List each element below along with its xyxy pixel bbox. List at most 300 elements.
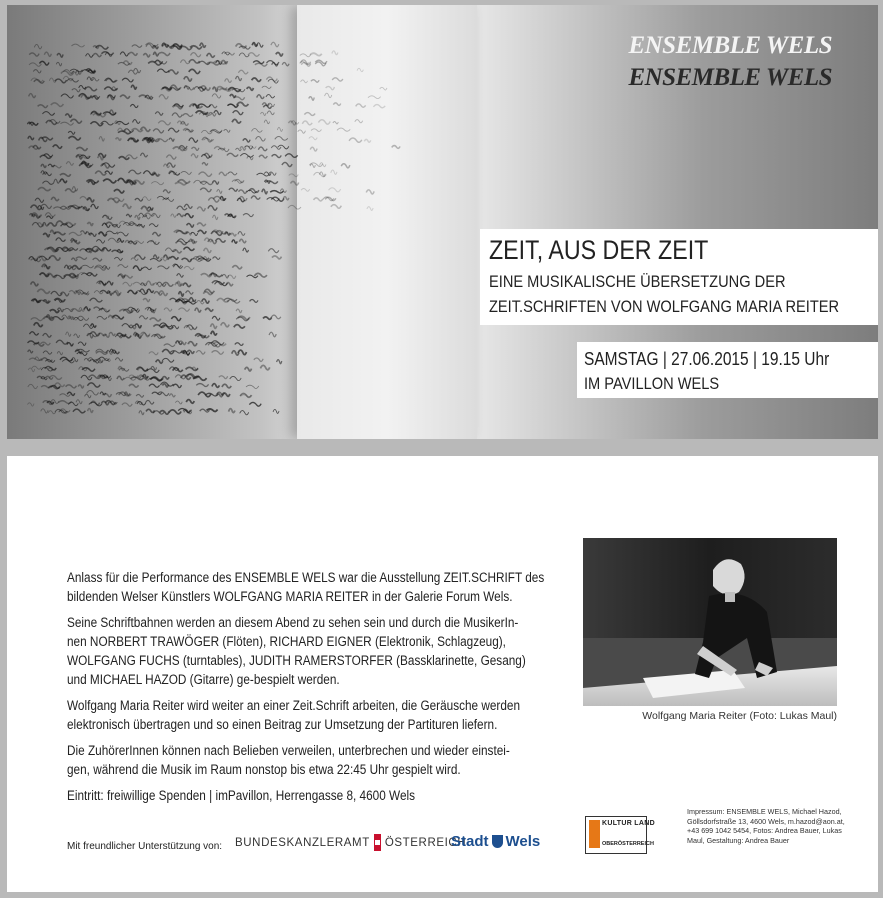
handwriting-stroke bbox=[79, 163, 91, 167]
handwriting-stroke bbox=[195, 308, 201, 312]
handwriting-stroke bbox=[309, 97, 314, 101]
handwriting-stroke bbox=[118, 265, 128, 268]
handwriting-stroke bbox=[68, 136, 80, 140]
handwriting-stroke bbox=[142, 197, 151, 201]
handwriting-stroke bbox=[133, 120, 140, 124]
handwriting-stroke bbox=[310, 53, 322, 55]
handwriting-stroke bbox=[146, 409, 154, 412]
support-label: Mit freundlicher Unterstützung von: bbox=[67, 841, 223, 852]
handwriting-stroke bbox=[27, 403, 34, 406]
handwriting-stroke bbox=[282, 162, 292, 166]
handwriting-stroke bbox=[332, 51, 338, 55]
handwriting-stroke bbox=[224, 298, 237, 301]
handwriting-stroke bbox=[28, 368, 35, 372]
handwriting-stroke bbox=[60, 174, 71, 177]
handwriting-stroke bbox=[311, 80, 319, 83]
handwriting-stroke bbox=[153, 283, 161, 287]
handwriting-stroke bbox=[226, 283, 233, 286]
handwriting-stroke bbox=[184, 247, 195, 250]
handwriting-stroke bbox=[236, 44, 247, 48]
handwriting-stroke bbox=[68, 131, 75, 134]
handwriting-stroke bbox=[196, 351, 205, 355]
handwriting-stroke bbox=[214, 111, 221, 115]
handwriting-stroke bbox=[364, 139, 370, 142]
handwriting-stroke bbox=[225, 79, 232, 83]
handwriting-stroke bbox=[211, 331, 217, 335]
handwriting-stroke bbox=[99, 281, 106, 285]
date-box bbox=[577, 342, 878, 398]
handwriting-stroke bbox=[103, 334, 109, 337]
handwriting-stroke bbox=[168, 70, 178, 74]
handwriting-stroke bbox=[247, 87, 254, 90]
handwriting-stroke bbox=[236, 76, 242, 80]
handwriting-stroke bbox=[29, 332, 38, 335]
handwriting-stroke bbox=[261, 112, 266, 115]
handwriting-stroke bbox=[243, 139, 250, 142]
handwriting-stroke bbox=[54, 179, 60, 183]
stadt-wels-logo bbox=[451, 833, 540, 850]
handwriting-stroke bbox=[187, 223, 194, 227]
handwriting-stroke bbox=[48, 223, 57, 226]
handwriting-stroke bbox=[301, 188, 310, 191]
handwriting-stroke bbox=[257, 95, 264, 99]
handwriting-stroke bbox=[158, 52, 170, 55]
handwriting-stroke bbox=[184, 266, 194, 269]
handwriting-stroke bbox=[213, 215, 218, 220]
handwriting-stroke bbox=[42, 112, 54, 116]
handwriting-stroke bbox=[259, 155, 267, 158]
handwriting-stroke bbox=[392, 146, 400, 149]
handwriting-stroke bbox=[69, 232, 82, 235]
handwriting-stroke bbox=[254, 273, 267, 277]
handwriting-stroke bbox=[109, 332, 115, 335]
handwriting-stroke bbox=[326, 86, 335, 89]
handwriting-stroke bbox=[357, 68, 363, 71]
handwriting-stroke bbox=[155, 112, 163, 115]
handwriting-stroke bbox=[99, 137, 104, 141]
handwriting-stroke bbox=[301, 80, 308, 83]
handwriting-stroke bbox=[44, 52, 51, 56]
handwriting-stroke bbox=[149, 384, 159, 387]
handwriting-stroke bbox=[60, 179, 67, 183]
handwriting-stroke bbox=[184, 77, 192, 81]
handwriting-stroke bbox=[96, 240, 104, 244]
handwriting-stroke bbox=[302, 121, 312, 125]
handwriting-stroke bbox=[271, 315, 281, 319]
handwriting-stroke bbox=[126, 155, 138, 159]
handwriting-stroke bbox=[238, 190, 246, 193]
handwriting-stroke bbox=[126, 214, 131, 217]
handwriting-stroke bbox=[217, 190, 222, 194]
handwriting-stroke bbox=[228, 172, 237, 175]
handwriting-stroke bbox=[56, 238, 66, 242]
handwriting-stroke bbox=[28, 136, 34, 139]
handwriting-stroke bbox=[172, 250, 181, 253]
handwriting-stroke bbox=[79, 85, 86, 88]
handwriting-stroke bbox=[229, 409, 235, 413]
handwriting-stroke bbox=[73, 409, 85, 413]
admission-line: Eintritt: freiwillige Spenden | imPavillon, Herrengasse 8, 4600 Wels bbox=[67, 788, 416, 803]
handwriting-stroke bbox=[277, 360, 282, 364]
handwriting-stroke bbox=[107, 281, 113, 285]
handwriting-stroke bbox=[55, 79, 67, 83]
handwriting-stroke bbox=[260, 365, 269, 369]
handwriting-stroke bbox=[153, 255, 158, 258]
handwriting-stroke bbox=[120, 52, 128, 56]
handwriting-stroke bbox=[61, 94, 74, 98]
handwriting-stroke bbox=[221, 323, 229, 327]
handwriting-stroke bbox=[249, 402, 261, 406]
handwriting-stroke bbox=[238, 70, 248, 74]
back-card bbox=[7, 456, 878, 892]
handwriting-stroke bbox=[185, 214, 194, 218]
handwriting-stroke bbox=[272, 256, 282, 259]
handwriting-stroke bbox=[131, 258, 138, 261]
handwriting-stroke bbox=[29, 53, 39, 56]
handwriting-stroke bbox=[71, 44, 84, 47]
event-venue: IM PAVILLON WELS bbox=[584, 374, 720, 393]
handwriting-stroke bbox=[263, 317, 272, 319]
handwriting-stroke bbox=[331, 170, 337, 174]
handwriting-stroke bbox=[169, 394, 175, 397]
handwriting-stroke bbox=[199, 172, 212, 176]
handwriting-stroke bbox=[122, 403, 132, 406]
handwriting-stroke bbox=[207, 53, 215, 57]
handwriting-stroke bbox=[130, 104, 138, 107]
handwriting-stroke bbox=[41, 358, 52, 362]
handwriting-stroke bbox=[288, 205, 301, 209]
handwriting-stroke bbox=[65, 114, 71, 117]
handwriting-stroke bbox=[152, 232, 160, 235]
handwriting-stroke bbox=[271, 42, 279, 47]
handwriting-stroke bbox=[212, 316, 220, 320]
handwriting-stroke bbox=[234, 325, 245, 328]
handwriting-stroke bbox=[41, 204, 52, 208]
handwriting-stroke bbox=[74, 334, 80, 338]
handwriting-stroke bbox=[173, 384, 181, 387]
handwriting-stroke bbox=[183, 114, 193, 117]
body-line: und MICHAEL HAZOD (Gitarre) ge-bespielt werden. bbox=[67, 672, 340, 687]
handwriting-stroke bbox=[227, 153, 238, 156]
handwriting-stroke bbox=[136, 394, 144, 397]
impressum-line: Impressum: ENSEMBLE WELS, Michael Hazod, bbox=[687, 807, 842, 816]
handwriting-stroke bbox=[311, 129, 321, 132]
handwriting-stroke bbox=[66, 332, 71, 336]
handwriting-stroke bbox=[129, 170, 142, 174]
handwriting-stroke bbox=[28, 384, 38, 388]
title-box bbox=[480, 229, 878, 325]
kulturland-bottom-text: OBERÖSTERREICH bbox=[602, 841, 654, 847]
handwriting-stroke bbox=[90, 298, 103, 302]
handwriting-stroke bbox=[189, 60, 200, 63]
handwriting-stroke bbox=[298, 130, 306, 133]
bka-text-right: ÖSTERREICH bbox=[384, 836, 467, 849]
handwriting-stroke bbox=[356, 104, 366, 107]
handwriting-stroke bbox=[29, 94, 36, 98]
handwriting-stroke bbox=[153, 52, 158, 56]
handwriting-stroke bbox=[65, 189, 76, 192]
handwriting-stroke bbox=[238, 232, 245, 236]
handwriting-stroke bbox=[86, 54, 93, 58]
handwriting-stroke bbox=[38, 105, 48, 108]
kulturland-top-text: KULTUR LAND bbox=[602, 820, 655, 827]
handwriting-stroke bbox=[45, 213, 55, 217]
handwriting-stroke bbox=[91, 204, 99, 208]
handwriting-stroke bbox=[245, 367, 252, 371]
handwriting-stroke bbox=[129, 52, 138, 55]
handwriting-stroke bbox=[93, 53, 102, 56]
handwriting-stroke bbox=[142, 333, 149, 337]
handwriting-stroke bbox=[92, 96, 99, 99]
stadt-text: Stadt bbox=[451, 833, 489, 850]
handwriting-stroke bbox=[135, 215, 140, 219]
handwriting-stroke bbox=[163, 255, 169, 259]
handwriting-stroke bbox=[229, 188, 238, 191]
handwriting-stroke bbox=[159, 95, 168, 99]
wels-crest-icon bbox=[492, 835, 503, 848]
handwriting-stroke bbox=[103, 179, 116, 183]
handwriting-stroke bbox=[290, 181, 298, 185]
handwriting-stroke bbox=[277, 127, 282, 131]
handwriting-stroke bbox=[224, 129, 230, 132]
handwriting-stroke bbox=[50, 230, 55, 233]
handwriting-stroke bbox=[123, 204, 131, 208]
handwriting-stroke bbox=[313, 198, 322, 201]
body-line: Anlass für die Performance des ENSEMBLE WELS war die Ausstellung ZEIT.SCHRIFT des bbox=[67, 570, 545, 585]
handwriting-stroke bbox=[57, 54, 63, 58]
handwriting-stroke bbox=[143, 298, 150, 301]
handwriting-stroke bbox=[183, 283, 191, 287]
handwriting-stroke bbox=[38, 188, 51, 191]
handwriting-stroke bbox=[205, 308, 213, 311]
handwriting-stroke bbox=[177, 206, 187, 210]
handwriting-stroke bbox=[230, 233, 236, 236]
handwriting-stroke bbox=[332, 78, 343, 81]
handwriting-stroke bbox=[34, 323, 43, 327]
handwriting-stroke bbox=[217, 298, 229, 301]
handwriting-stroke bbox=[146, 281, 153, 285]
handwriting-stroke bbox=[309, 137, 317, 140]
handwriting-stroke bbox=[187, 350, 194, 353]
handwriting-stroke bbox=[212, 351, 224, 355]
handwriting-stroke bbox=[133, 266, 142, 271]
handwriting-stroke bbox=[60, 122, 73, 125]
handwriting-stroke bbox=[33, 70, 41, 73]
handwriting-stroke bbox=[78, 385, 84, 388]
handwriting-stroke bbox=[269, 332, 276, 337]
handwriting-stroke bbox=[211, 324, 217, 328]
handwriting-stroke bbox=[271, 146, 281, 150]
handwriting-stroke bbox=[196, 300, 204, 303]
handwriting-stroke bbox=[71, 240, 80, 244]
handwriting-stroke bbox=[145, 400, 153, 404]
handwriting-stroke bbox=[153, 129, 164, 133]
handwriting-stroke bbox=[87, 198, 94, 202]
handwriting-stroke bbox=[34, 44, 41, 48]
handwriting-stroke bbox=[202, 299, 209, 303]
handwriting-stroke bbox=[177, 274, 184, 277]
handwriting-stroke bbox=[51, 103, 64, 107]
handwriting-stroke bbox=[264, 120, 269, 124]
handwriting-stroke bbox=[85, 394, 91, 397]
handwriting-stroke bbox=[202, 163, 208, 166]
handwriting-stroke bbox=[53, 145, 62, 148]
handwriting-stroke bbox=[81, 95, 89, 100]
handwriting-stroke bbox=[177, 214, 184, 217]
handwriting-stroke bbox=[119, 157, 130, 160]
handwriting-stroke bbox=[214, 147, 225, 150]
handwriting-stroke bbox=[43, 351, 52, 354]
handwriting-stroke bbox=[43, 334, 52, 338]
handwriting-stroke bbox=[192, 147, 199, 150]
handwriting-stroke bbox=[53, 207, 66, 209]
handwriting-stroke bbox=[87, 391, 99, 396]
event-date: SAMSTAG | 27.06.2015 | 19.15 Uhr bbox=[584, 349, 830, 369]
handwriting-stroke bbox=[139, 411, 144, 415]
handwriting-stroke bbox=[219, 172, 227, 175]
handwriting-stroke bbox=[198, 230, 206, 233]
handwriting-stroke bbox=[331, 205, 341, 209]
handwriting-stroke bbox=[72, 266, 82, 269]
bundeskanzleramt-logo bbox=[235, 834, 466, 851]
photo-caption: Wolfgang Maria Reiter (Foto: Lukas Maul) bbox=[642, 710, 837, 722]
handwriting-stroke bbox=[186, 291, 194, 294]
handwriting-stroke bbox=[285, 154, 297, 157]
handwriting-stroke bbox=[31, 282, 39, 286]
handwriting-stroke bbox=[67, 392, 74, 395]
handwriting-stroke bbox=[235, 343, 244, 346]
handwriting-stroke bbox=[213, 257, 220, 260]
handwriting-stroke bbox=[232, 266, 242, 269]
body-line: Die ZuhörerInnen können nach Belieben verweilen, unterbrechen und wieder einstei- bbox=[67, 743, 510, 758]
handwriting-stroke bbox=[251, 128, 262, 132]
handwriting-stroke bbox=[114, 257, 122, 260]
handwriting-stroke bbox=[70, 119, 81, 123]
handwriting-stroke bbox=[106, 231, 118, 234]
body-line: WOLFGANG FUCHS (turntables), JUDITH RAMERSTORFER (Bassklarinette, Gesang) bbox=[67, 653, 526, 668]
handwriting-stroke bbox=[238, 350, 246, 355]
handwriting-stroke bbox=[272, 155, 282, 158]
handwriting-stroke bbox=[257, 173, 270, 176]
handwriting-stroke bbox=[278, 145, 289, 149]
kulturland-square-icon bbox=[589, 820, 600, 848]
handwriting-stroke bbox=[88, 409, 93, 413]
handwriting-stroke bbox=[252, 78, 261, 81]
handwriting-stroke bbox=[117, 376, 124, 380]
handwriting-stroke bbox=[122, 78, 133, 82]
handwriting-stroke bbox=[337, 128, 350, 131]
bka-text-left: BUNDESKANZLERAMT bbox=[235, 836, 370, 849]
handwriting-stroke bbox=[142, 267, 151, 270]
handwriting-stroke bbox=[60, 394, 71, 397]
handwriting-stroke bbox=[43, 181, 54, 184]
body-line: gen, während die Musik im Raum nonstop bis etwa 22:45 Uhr gespielt wird. bbox=[67, 762, 461, 777]
handwriting-stroke bbox=[200, 188, 211, 192]
handwriting-stroke bbox=[254, 358, 263, 361]
handwriting-stroke bbox=[162, 349, 174, 353]
handwriting-stroke bbox=[251, 196, 260, 199]
event-subtitle-line-2: ZEIT.SCHRIFTEN VON WOLFGANG MARIA REITER bbox=[489, 297, 840, 316]
impressum bbox=[687, 807, 857, 845]
handwriting-stroke bbox=[236, 309, 242, 313]
handwriting-stroke bbox=[175, 401, 182, 404]
handwriting-stroke bbox=[56, 340, 68, 344]
handwriting-stroke bbox=[164, 344, 175, 347]
handwriting-stroke bbox=[181, 171, 192, 174]
handwriting-stroke bbox=[262, 86, 271, 88]
handwriting-stroke bbox=[32, 366, 42, 369]
handwriting-stroke bbox=[123, 282, 132, 286]
handwriting-stroke bbox=[366, 190, 374, 194]
handwriting-stroke bbox=[258, 147, 267, 151]
artist-photo bbox=[583, 538, 837, 706]
handwriting-stroke bbox=[49, 256, 60, 260]
handwriting-stroke bbox=[171, 214, 176, 217]
event-title: ZEIT, AUS DER ZEIT bbox=[489, 235, 709, 265]
handwriting-stroke bbox=[114, 189, 124, 193]
ensemble-logo-light: ENSEMBLE WELS bbox=[628, 32, 832, 59]
handwriting-stroke bbox=[163, 190, 170, 193]
handwriting-stroke bbox=[168, 128, 179, 132]
handwriting-stroke bbox=[368, 96, 381, 99]
handwriting-stroke bbox=[304, 113, 315, 116]
handwriting-stroke bbox=[102, 401, 109, 404]
body-line: elektronisch übertragen und so einen Beitrag zur Umsetzung der Partituren liefern. bbox=[67, 717, 498, 732]
handwriting-stroke bbox=[35, 198, 44, 202]
handwriting-stroke bbox=[208, 206, 217, 211]
handwriting-stroke bbox=[273, 409, 279, 413]
handwriting-stroke bbox=[232, 240, 237, 243]
handwriting-stroke bbox=[76, 147, 87, 150]
handwriting-stroke bbox=[171, 317, 181, 321]
handwriting-stroke bbox=[72, 89, 80, 92]
handwriting-stroke bbox=[120, 95, 130, 98]
handwriting-stroke bbox=[189, 138, 198, 142]
handwriting-stroke bbox=[129, 384, 139, 387]
handwriting-stroke bbox=[135, 198, 143, 201]
handwriting-stroke bbox=[197, 223, 206, 226]
handwriting-stroke bbox=[149, 224, 158, 227]
handwriting-stroke bbox=[117, 232, 128, 236]
handwriting-stroke bbox=[147, 241, 159, 245]
handwriting-stroke bbox=[243, 214, 253, 217]
event-subtitle-line-1: EINE MUSIKALISCHE ÜBERSETZUNG DER bbox=[489, 272, 786, 291]
handwriting-stroke bbox=[341, 164, 350, 168]
wels-text: Wels bbox=[505, 833, 541, 850]
handwriting-stroke bbox=[300, 54, 311, 57]
handwriting-stroke bbox=[318, 120, 330, 124]
handwriting-stroke bbox=[142, 215, 150, 219]
handwriting-stroke bbox=[40, 342, 50, 345]
handwriting-stroke bbox=[266, 95, 275, 98]
handwriting-stroke bbox=[164, 308, 172, 311]
impressum-line: +43 699 1042 5454, Fotos: Andrea Bauer, Lukas bbox=[687, 826, 842, 836]
handwriting-stroke bbox=[240, 411, 249, 415]
handwriting-stroke bbox=[355, 120, 363, 123]
handwriting-stroke bbox=[247, 275, 258, 278]
handwriting-stroke bbox=[208, 198, 219, 202]
handwriting-stroke bbox=[134, 241, 144, 244]
kulturland-logo bbox=[585, 816, 655, 854]
handwriting-stroke bbox=[97, 316, 107, 319]
handwriting-stroke bbox=[31, 318, 43, 321]
handwriting-stroke bbox=[87, 222, 93, 225]
handwriting-stroke bbox=[373, 105, 385, 108]
handwriting-stroke bbox=[132, 45, 142, 48]
handwriting-stroke bbox=[189, 69, 200, 73]
handwriting-stroke bbox=[76, 400, 82, 404]
handwriting-stroke bbox=[37, 289, 50, 293]
